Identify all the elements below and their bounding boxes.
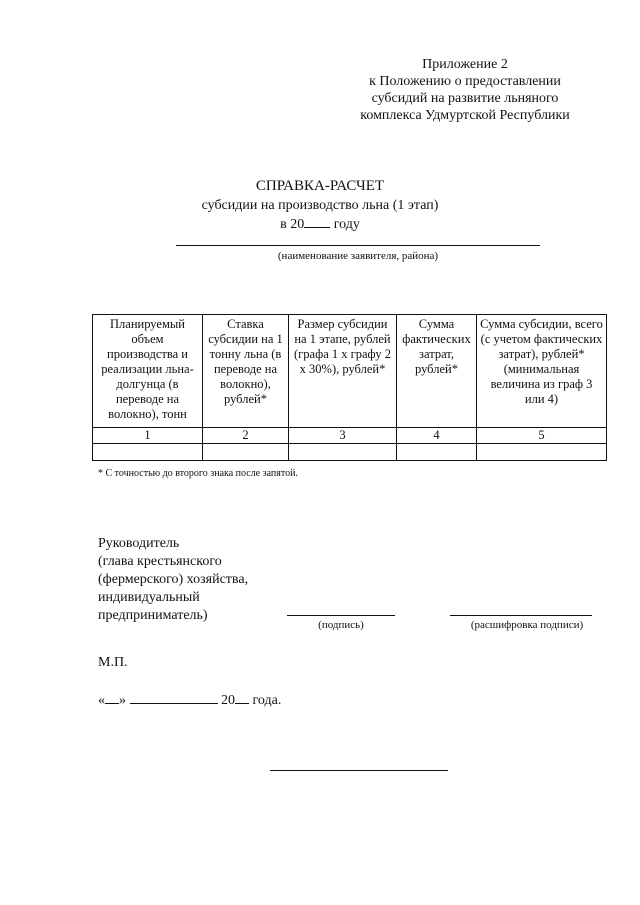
appendix-line: комплекса Удмуртской Республики	[360, 108, 570, 123]
table-cell[interactable]	[477, 444, 607, 461]
table-cell[interactable]	[203, 444, 289, 461]
signer-line: индивидуальный	[98, 590, 200, 605]
date-close-quote: »	[119, 693, 126, 708]
date-line	[98, 691, 281, 709]
appendix-line: субсидий на развитие льняного	[371, 91, 559, 106]
table-header-cell: Размер субсидии на 1 этапе, рублей (графа 1 х графу 2 х 30%), рублей*	[289, 315, 397, 428]
column-number: 5	[477, 428, 607, 444]
table-cell[interactable]	[289, 444, 397, 461]
signer-line: (глава крестьянского	[98, 554, 222, 569]
signer-line: (фермерского) хозяйства,	[98, 572, 249, 587]
table-header-cell: Планируемый объем производства и реализации льна-долгунца (в переводе на волокно), тонн	[93, 315, 203, 428]
year-suffix: году	[333, 217, 360, 232]
signer-title	[98, 535, 248, 625]
document-title: СПРАВКА-РАСЧЕТ	[255, 178, 385, 194]
document-year-line	[0, 215, 640, 233]
signer-line: Руководитель	[98, 536, 180, 551]
signature-caption: (подпись)	[318, 619, 364, 631]
stamp-label: М.П.	[98, 655, 128, 670]
date-suffix: года.	[252, 693, 282, 708]
table-cell[interactable]	[93, 444, 203, 461]
table-header-row	[93, 315, 607, 428]
column-number: 1	[93, 428, 203, 444]
calculation-table	[92, 314, 607, 461]
table-header-cell: Сумма субсидии, всего (с учетом фактических затрат), рублей* (минимальная величина из граф 3 или 4)	[477, 315, 607, 428]
table-data-row	[93, 444, 607, 461]
year-blank	[304, 215, 330, 228]
decoding-caption: (расшифровка подписи)	[470, 619, 584, 631]
appendix-header	[340, 56, 590, 124]
table-header-cell: Ставка субсидии на 1 тонну льна (в переводе на волокно), рублей*	[203, 315, 289, 428]
table-header-cell: Сумма фактических затрат, рублей*	[397, 315, 477, 428]
column-number: 3	[289, 428, 397, 444]
bottom-underline	[270, 770, 448, 771]
date-year-prefix: 20	[221, 693, 235, 708]
decoding-underline	[450, 615, 592, 616]
signer-line: предприниматель)	[98, 608, 208, 623]
appendix-line: к Положению о предоставлении	[369, 74, 561, 89]
applicant-underline	[176, 245, 540, 246]
year-blank	[235, 691, 249, 704]
year-prefix: в 20	[280, 217, 305, 232]
table-footnote: * С точностью до второго знака после запятой.	[98, 468, 298, 479]
table-column-numbers-row	[93, 428, 607, 444]
appendix-line: Приложение 2	[422, 57, 508, 72]
table-cell[interactable]	[397, 444, 477, 461]
date-open-quote: «	[98, 693, 105, 708]
signature-underline	[287, 615, 395, 616]
applicant-caption: (наименование заявителя, района)	[277, 250, 439, 262]
month-blank	[130, 691, 218, 704]
document-subtitle: субсидии на производство льна (1 этап)	[201, 198, 439, 213]
day-blank	[105, 691, 119, 704]
column-number: 2	[203, 428, 289, 444]
column-number: 4	[397, 428, 477, 444]
